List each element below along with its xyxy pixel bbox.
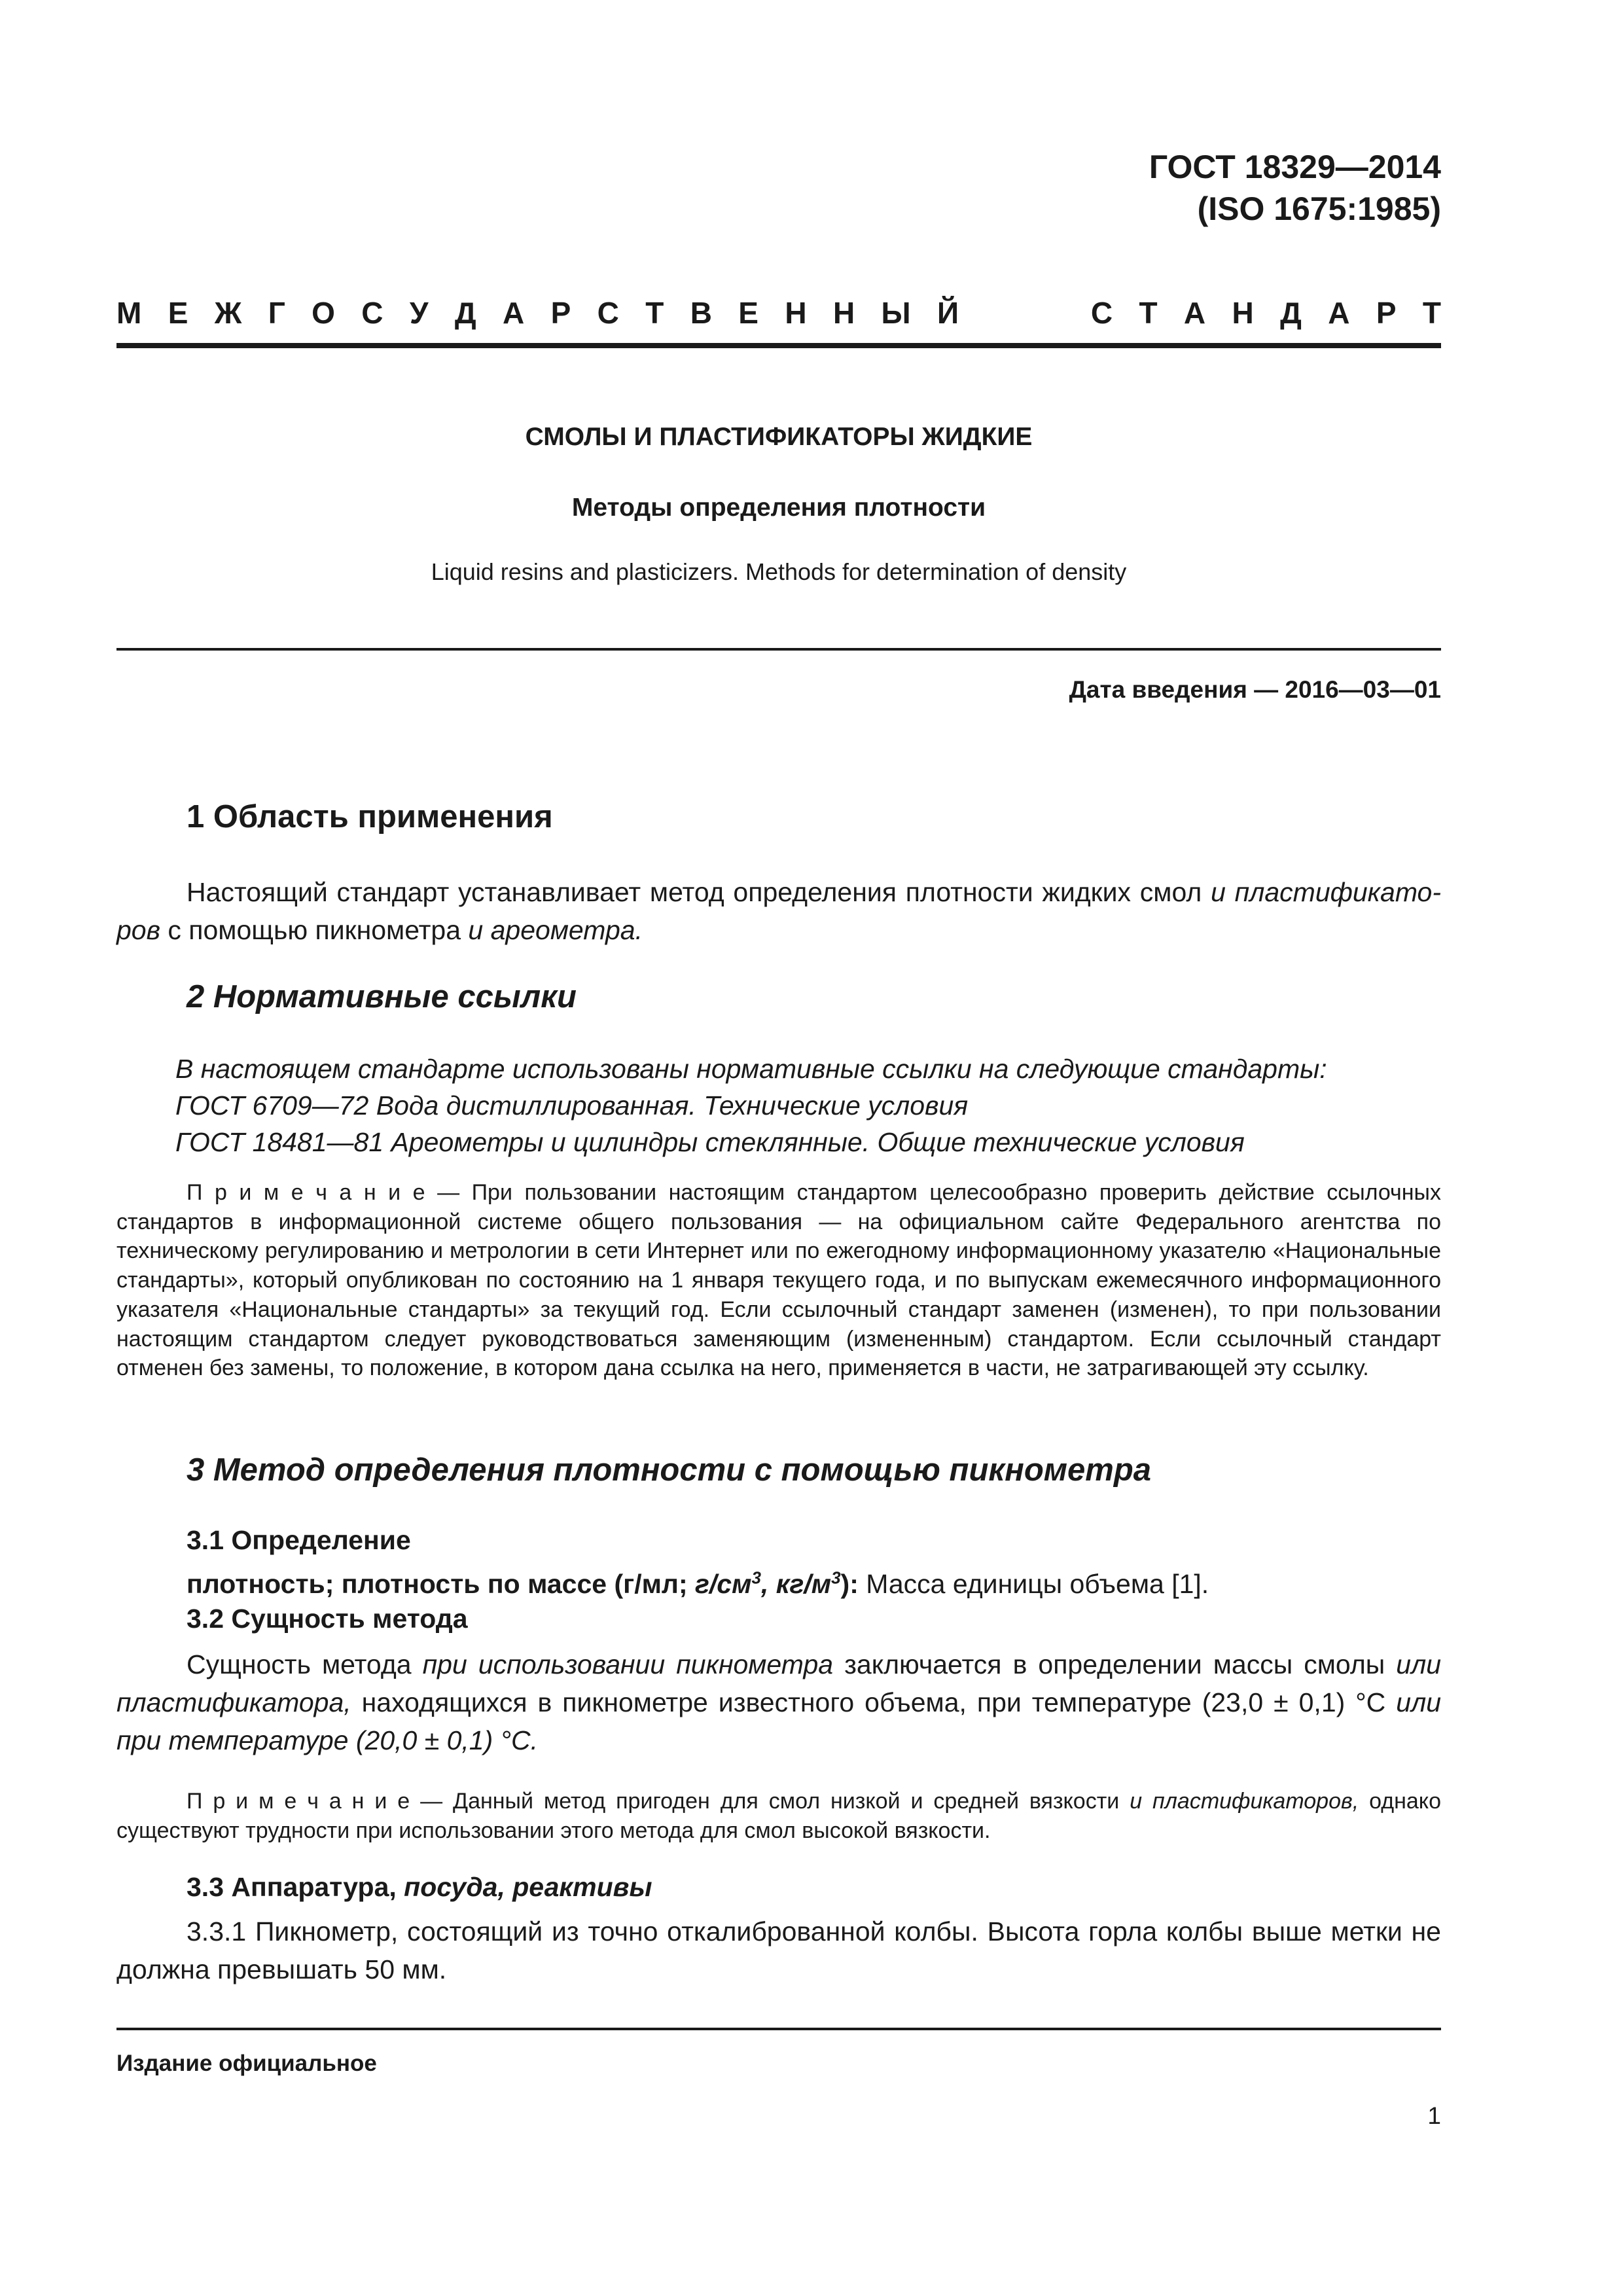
- standard-type-banner: М Е Ж Г О С У Д А Р С Т В Е Н Н Ы Й С Т А Н Д А Р Т: [116, 296, 1441, 330]
- note-label: П р и м е ч а н и е: [187, 1789, 410, 1814]
- exponent: 3: [751, 1568, 761, 1588]
- title-rule: [116, 648, 1441, 651]
- text-run: с помощью пикнометра: [160, 915, 469, 945]
- exponent: 3: [831, 1568, 841, 1588]
- document-title: СМОЛЫ И ПЛАСТИФИКАТОРЫ ЖИДКИЕ: [525, 423, 1033, 451]
- definition-text: Масса единицы объема [1].: [858, 1569, 1209, 1599]
- density-definition: [187, 1566, 1209, 1602]
- text-run: заключается в определении массы смолы: [833, 1649, 1397, 1679]
- text-run-italic: и ареометра.: [468, 915, 643, 945]
- footer-rule: [116, 2028, 1441, 2030]
- unit-g-cm3: г/см: [695, 1569, 752, 1599]
- reference-gost-6709: ГОСТ 6709—72 Вода дистиллированная. Технические условия: [175, 1090, 969, 1121]
- text-run-italic: или пластификатора,: [116, 1649, 1441, 1717]
- clause-3-3-1: 3.3.1 Пикнометр, состоящий из точно откалиброванной колбы. Высота горла колбы выше метки не должна превышать 50 мм.: [116, 1916, 1441, 1984]
- section-1-heading: 1 Область применения: [187, 799, 553, 834]
- text-run: Настоящий стандарт устанавливает метод определения плотности жидких смол: [187, 877, 1211, 907]
- text-run-italic: и пластификаторов: [116, 877, 1441, 945]
- iso-number: (ISO 1675:1985): [1197, 190, 1441, 227]
- subsection-3-1-heading: 3.1 Определение: [187, 1525, 411, 1555]
- unit-kg-m3: , кг/м: [760, 1569, 832, 1599]
- heading-run: 3.3 Аппаратура,: [187, 1872, 404, 1902]
- definition-close: ):: [840, 1569, 859, 1599]
- note-text: однако существуют трудности при использовании этого метода для смол высокой вязкости.: [116, 1789, 1441, 1843]
- note-text: — При пользовании настоящим стандартом целесообразно проверить действие ссылочных стандартов в информационной системе общего пользования — на официальном сайте Федерального агентства по техническому регулированию и метрологии в сети Интернет или по ежегодному информационному указателю «Национальные стандарты», который опубликован по состоянию на 1 января текущего года, и по выпускам ежемесячного информационного указателя «Национальные стандарты» за текущий год. Если ссылочный стандарт заменен (изменен), то при пользовании настоящим стандартом следует руководствоваться заменяющим (измененным) стандартом. Если ссылочный стандарт отменен без замены, то положение, в котором дана ссылка на него, применяется в части, не затрагивающей эту ссылку.: [116, 1180, 1441, 1381]
- section-2-note: [116, 1178, 1441, 1383]
- header-rule: [116, 343, 1441, 348]
- text-run: находящихся в пикнометре известного объема, при температуре (23,0 ± 0,1) °С: [351, 1687, 1397, 1717]
- document-subtitle: Методы определения плотности: [571, 493, 986, 522]
- section-2-heading: 2 Нормативные ссылки: [187, 979, 577, 1014]
- note-text: — Данный метод пригоден для смол низкой и средней вязкости: [410, 1789, 1130, 1814]
- subsection-3-2-heading: 3.2 Сущность метода: [187, 1604, 468, 1634]
- introduction-date: Дата введения — 2016—03—01: [1069, 676, 1441, 703]
- page-number: 1: [1427, 2102, 1441, 2129]
- text-run-italic: при использовании пикнометра: [422, 1649, 834, 1679]
- section-1-paragraph: [116, 873, 1441, 949]
- note-label: П р и м е ч а н и е: [187, 1180, 425, 1205]
- text-run-italic: или при температуре (20,0 ± 0,1) °С.: [116, 1687, 1441, 1755]
- english-title: Liquid resins and plasticizers. Methods for determination of density: [431, 558, 1127, 585]
- note-text-italic: и пластификаторов,: [1130, 1789, 1359, 1814]
- official-edition-label: Издание официальное: [116, 2051, 377, 2076]
- heading-run-italic: посуда, реактивы: [404, 1872, 652, 1902]
- references-intro: В настоящем стандарте использованы нормативные ссылки на следующие стандарты:: [175, 1054, 1327, 1084]
- definition-term: плотность; плотность по массе (г/мл;: [187, 1569, 696, 1599]
- subsection-3-2-note: [116, 1787, 1441, 1845]
- gost-number: ГОСТ 18329—2014: [1149, 149, 1441, 185]
- text-run: Сущность метода: [187, 1649, 423, 1679]
- subsection-3-3-heading: [187, 1872, 652, 1903]
- section-3-heading: 3 Метод определения плотности с помощью пикнометра: [187, 1452, 1151, 1488]
- reference-gost-18481: ГОСТ 18481—81 Ареометры и цилиндры стеклянные. Общие технические условия: [175, 1127, 1245, 1157]
- subsection-3-2-paragraph: [116, 1645, 1441, 1759]
